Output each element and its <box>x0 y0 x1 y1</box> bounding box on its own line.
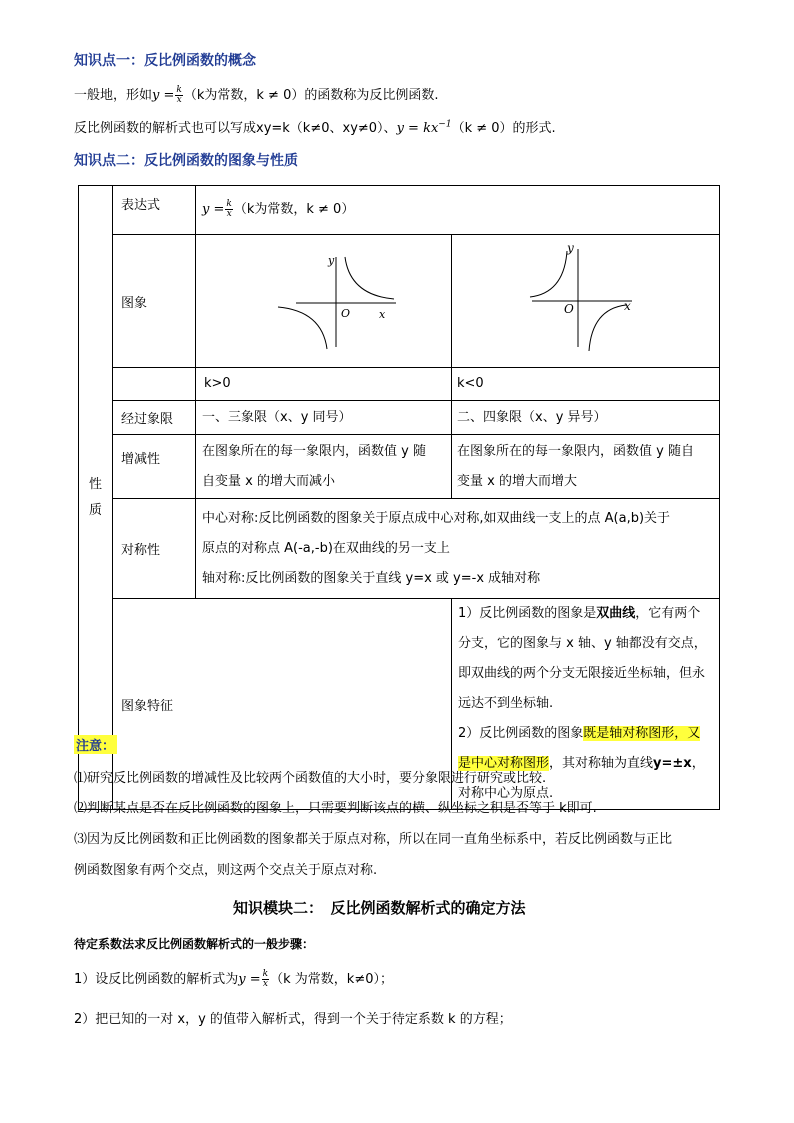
mono-pos-cell <box>196 435 452 499</box>
mono-pos-line-1: 在图象所在的每一象限内，函数值 y 随 <box>202 443 426 459</box>
k-pos-cell <box>196 368 452 401</box>
definition-line <box>74 84 439 105</box>
graph-neg-y-label: y <box>567 241 574 255</box>
expr-value-cell <box>196 186 720 235</box>
graph-pos-x-label: x <box>379 308 386 321</box>
quadrant-neg-cell <box>452 401 720 435</box>
expr-fraction: $\frac{k}{x}$ <box>226 199 232 219</box>
mono-label: 增减性 <box>121 452 161 467</box>
feature-line-2: 即双曲线的两个分支无限接近坐标轴，但永远达不到坐标轴. <box>458 666 706 711</box>
note-3-line-1: ⑶因为反比例函数和正比例函数的图象都关于原点对称，所以在同一直角坐标系中，若反比例函数与正比 <box>74 832 673 847</box>
expr-lhs: y = <box>202 202 225 217</box>
graph-k-negative <box>452 235 719 363</box>
sym-line-1: 中心对称:反比例函数的图象关于原点成中心对称,如双曲线一支上的点 A(a,b)关于 <box>202 510 671 526</box>
side-label-1: 性 <box>88 476 102 492</box>
highlighted-symmetry-text: 既是轴对称图形，又是中心对称图形 <box>458 726 701 771</box>
alternate-forms-line <box>74 117 556 136</box>
sym-label-cell <box>113 499 196 599</box>
row-k-sign <box>79 368 720 401</box>
row-symmetry <box>79 499 720 599</box>
quadrant-label: 经过象限 <box>121 412 174 427</box>
graph-negative-cell <box>452 235 720 368</box>
graph-label: 图象 <box>121 295 148 311</box>
mono-label-cell <box>113 435 196 499</box>
alt-formula: y = kx <box>396 121 439 136</box>
k-positive-label: k>0 <box>204 376 231 391</box>
k-sign-empty-cell <box>113 368 196 401</box>
fraction-k-over-x: $\frac{k}{x}$ <box>176 85 182 105</box>
quadrant-pos-cell <box>196 401 452 435</box>
section1-heading: 知识点一：反比例函数的概念 <box>74 53 256 69</box>
definition-condition: （k为常数，k ≠ 0） <box>183 88 305 103</box>
side-label-cell <box>79 186 113 810</box>
quadrant-negative: 二、四象限（x、y 异号） <box>457 409 607 425</box>
alt-formula-exponent: −1 <box>438 119 452 130</box>
quadrant-label-cell <box>113 401 196 435</box>
k-neg-cell <box>452 368 720 401</box>
mono-neg-line-1: 在图象所在的每一象限内，函数值 y 随自 <box>457 443 694 459</box>
graph-pos-origin-label: O <box>341 307 351 320</box>
note-3-line-2: 例函数图象有两个交点，则这两个交点关于原点对称. <box>74 863 378 878</box>
row-monotonicity <box>79 435 720 499</box>
sym-content-cell <box>196 499 720 599</box>
mono-pos-line-2: 自变量 x 的增大而减小 <box>202 473 335 489</box>
sym-line-2: 原点的对称点 A(-a,-b)在双曲线的另一支上 <box>202 540 450 556</box>
graph-neg-origin-label: O <box>564 302 574 316</box>
expr-condition: （k为常数，k ≠ 0） <box>233 202 355 217</box>
graph-pos-branch-q1 <box>345 257 394 299</box>
note-1: ⑴研究反比例函数的增减性及比较两个函数值的大小时，要分象限进行研究或比较. <box>74 771 547 786</box>
module2-step-1: 1）设反比例函数的解析式为y = $\frac{k}{x}$ （k 为常数，k≠0）； <box>74 969 393 989</box>
graph-pos-branch-q3 <box>278 307 327 349</box>
alt-forms-suffix: （k ≠ 0）的形式. <box>451 121 556 136</box>
section2-heading: 知识点二：反比例函数的图象与性质 <box>74 153 298 169</box>
mono-neg-line-2: 变量 x 的增大而增大 <box>457 473 577 489</box>
module2-subtitle: 待定系数法求反比例函数解析式的一般步骤： <box>74 937 315 951</box>
alt-forms-prefix: 反比例函数的解析式也可以写成xy=k（k≠0、xy≠0）、 <box>74 121 397 136</box>
module2-title: 知识模块二： 反比例函数解析式的确定方法 <box>233 899 526 917</box>
step1-lhs: y = <box>238 972 261 987</box>
mono-neg-cell <box>452 435 720 499</box>
row-expression <box>79 186 720 235</box>
k-negative-label: k<0 <box>457 376 484 391</box>
feature-line-4: 对称中心为原点. <box>458 786 554 801</box>
side-label-2: 质 <box>88 502 102 518</box>
definition-prefix: 一般地，形如 <box>74 88 153 103</box>
hyperbola-term: 双曲线 <box>596 606 636 621</box>
graph-pos-y-label: y <box>328 254 335 267</box>
sym-line-3: 轴对称:反比例函数的图象关于直线 y=x 或 y=-x 成轴对称 <box>202 570 541 586</box>
feature-line-3: 2）反比例函数的图象既是轴对称图形，又是中心对称图形，其对称轴为直线y=±x， <box>458 726 705 771</box>
graph-label-cell <box>113 235 196 368</box>
notes-label: 注意： <box>74 735 117 754</box>
expr-label: 表达式 <box>121 198 161 213</box>
definition-suffix: 的函数称为反比例函数. <box>304 88 439 103</box>
module2-step-2: 2）把已知的一对 x，y 的值带入解析式，得到一个关于待定系数 k 的方程； <box>74 1012 512 1027</box>
row-graph <box>79 235 720 368</box>
graph-positive-cell <box>196 235 452 368</box>
expr-label-cell <box>113 186 196 235</box>
quadrant-positive: 一、三象限（x、y 同号） <box>202 409 352 425</box>
graph-neg-x-label: x <box>624 299 631 313</box>
graph-neg-branch-q4 <box>589 305 626 351</box>
feature-label: 图象特征 <box>121 698 174 714</box>
formula-lhs: y = <box>152 88 175 103</box>
feature-line-1: 1）反比例函数的图象是双曲线，它有两个分支，它的图象与 x 轴、y 轴都没有交点， <box>458 606 707 651</box>
step1-fraction: $\frac{k}{x}$ <box>262 969 269 989</box>
row-quadrants <box>79 401 720 435</box>
note-2: ⑵判断某点是否在反比例函数的图象上，只需要判断该点的横、纵坐标之积是否等于 k即可. <box>74 801 597 816</box>
graph-neg-branch-q2 <box>530 251 567 297</box>
properties-table <box>78 185 720 810</box>
expr-value <box>196 195 719 225</box>
symmetry-axis-formula: y=±x <box>653 756 692 771</box>
sym-label: 对称性 <box>121 543 161 558</box>
graph-k-positive <box>196 235 451 363</box>
